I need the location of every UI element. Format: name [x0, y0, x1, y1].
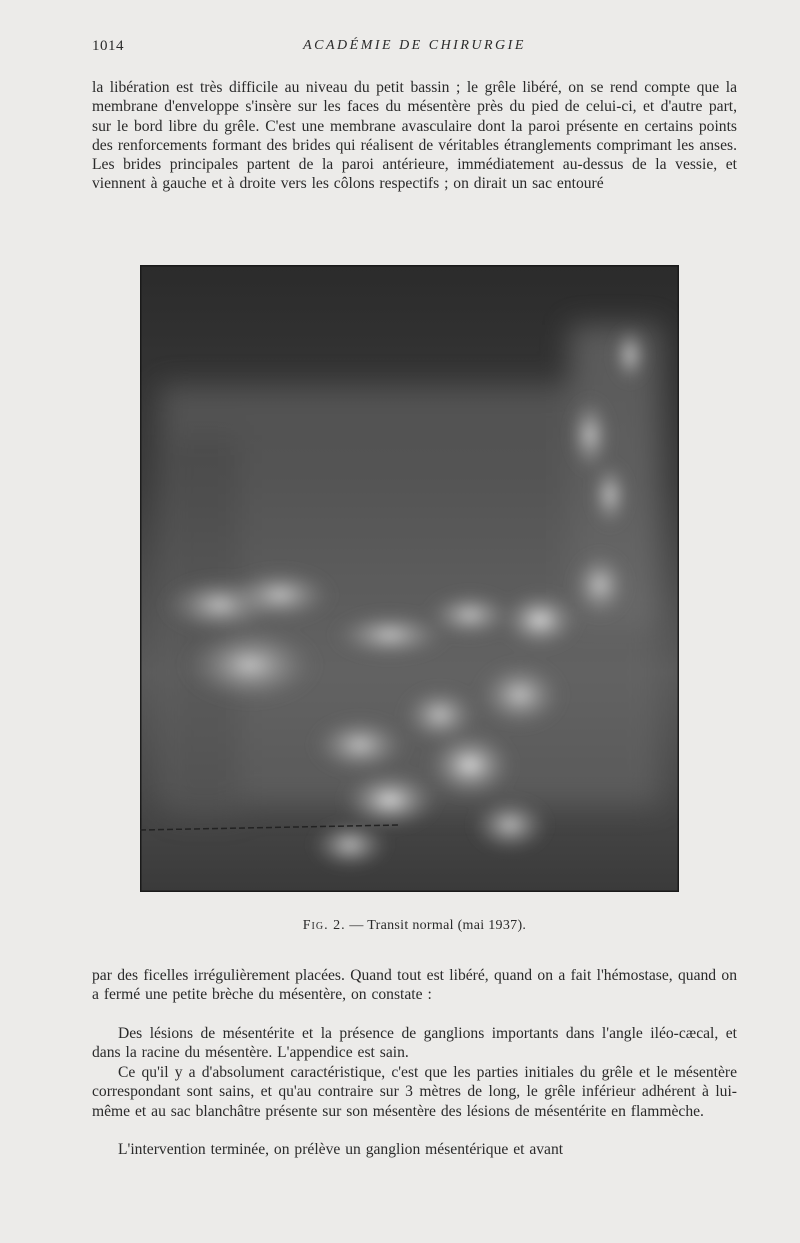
- figure-caption: [92, 918, 737, 934]
- radiograph-figure: [140, 265, 679, 892]
- running-head: [92, 38, 737, 58]
- body-paragraph-4: L'intervention terminée, on prélève un ganglion mésentérique et avant: [118, 1141, 564, 1158]
- journal-title: ACADÉMIE DE CHIRURGIE: [303, 38, 526, 53]
- body-paragraph-2: Des lésions de mésentérite et la présence de ganglions importants dans l'angle iléo-cæcal, et dans la racine du mésentère. L'appendice est sain.: [92, 1025, 737, 1062]
- body-paragraph-1: par des ficelles irrégulièrement placées. Quand tout est libéré, quand on a fait l'hémostase, quand on a fermé une petite brèche du mésentère, on constate :: [92, 967, 737, 1004]
- body-paragraph-top: la libération est très difficile au niveau du petit bassin ; le grêle libéré, on se rend compte que la membrane d'enveloppe s'insère sur les faces du mésentère près du pied de celui-ci, et d'autre part, sur le bord libre du grêle. C'est une membrane avasculaire dont la paroi présente en certains points des renforcements formant des brides qui réalisent de véritables étranglements comprimant les anses. Les brides principales partent de la paroi antérieure, immédiatement au-dessus de la vessie, et viennent à gauche et à droite vers les côlons respectifs ; on dirait un sac entouré: [92, 79, 737, 193]
- figure-label: Fig. 2.: [302, 918, 346, 933]
- figure-caption-text: — Transit normal (mai 1937).: [349, 918, 527, 933]
- radiograph-image: [140, 265, 679, 892]
- body-paragraph-3: Ce qu'il y a d'absolument caractéristique, c'est que les parties initiales du grêle et le mésentère correspondant sont sains, et qu'au contraire sur 3 mètres de long, le grêle inférieur adhérent à lui-même et au sac blanchâtre présente sur son mésentère des lésions de mésentérite en flammèche.: [92, 1064, 737, 1120]
- page-number: 1014: [92, 38, 124, 54]
